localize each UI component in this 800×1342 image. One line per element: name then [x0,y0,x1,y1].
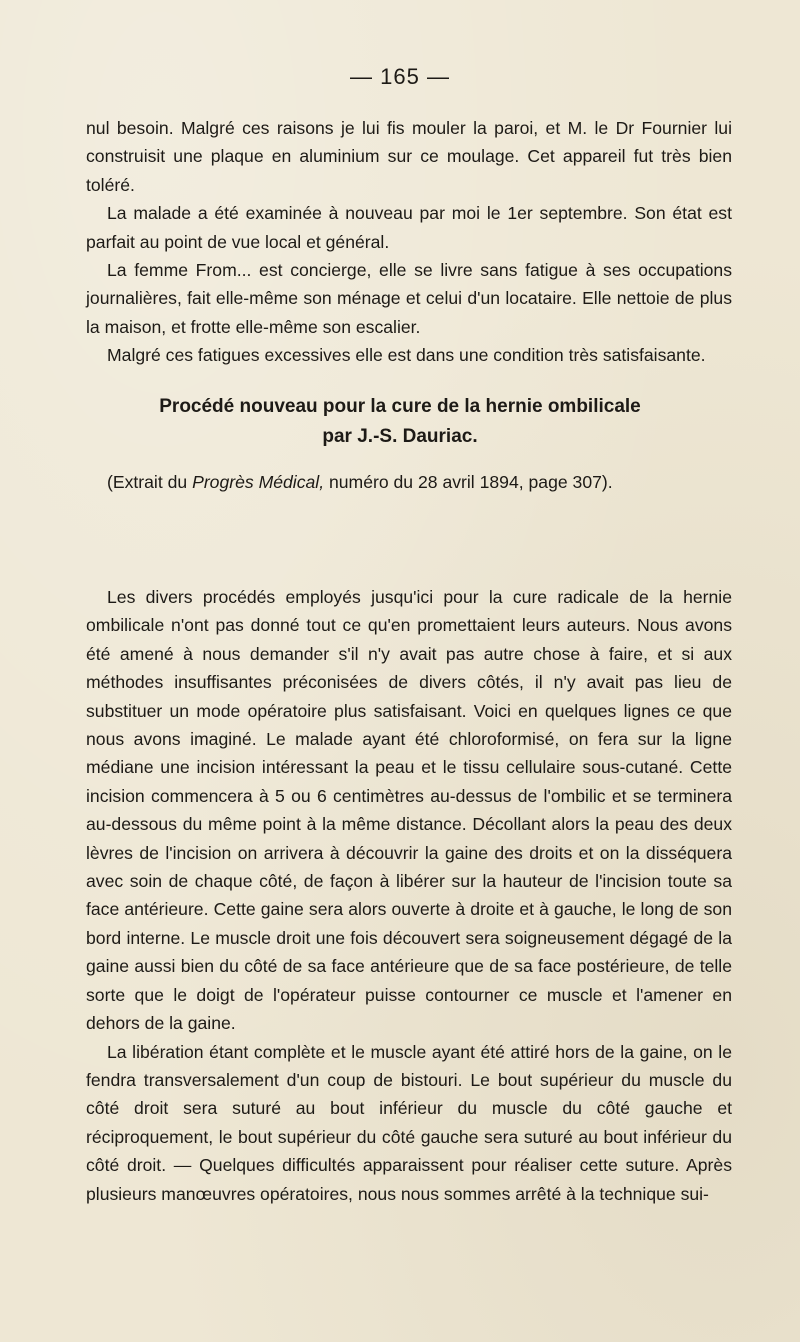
article-body [86,583,732,1208]
article-source [107,468,727,496]
article-author: par J.-S. Dauriac. [322,426,478,447]
source-journal: Progrès Médical, [192,472,325,492]
source-prefix: (Extrait du [107,472,193,492]
paragraph: Les divers procédés employés jusqu'ici pour la cure radicale de la hernie ombilicale n'ont pas donné tout ce qu'en promettaient leurs auteurs. Nous avons été amené à nous demander s'il n'y avait pas autre chose à faire, et si aux méthodes insuffisantes préconisées de divers côtés, il n'y avait pas lieu de substituer un mode opératoire plus satisfaisant. Voici en quelques lignes ce que nous avons imaginé. Le malade ayant été chloroformisé, on fera sur la ligne médiane une incision intéressant la peau et le tissu cellulaire sous-cutané. Cette incision commencera à 5 ou 6 centimètres au-dessus de l'ombilic et se terminera au-dessous du même point à la même distance. Décollant alors la peau des deux lèvres de l'incision on arrivera à découvrir la gaine des droits et on la disséquera avec soin de chaque côté, de façon à libérer sur la hauteur de l'incision toute sa face antérieure. Cette gaine sera alors ouverte à droite et à gauche, le long de son bord interne. Le muscle droit une fois découvert sera soigneusement dégagé de la gaine aussi bien du côté de sa face antérieure que de sa face postérieure, de telle sorte que le doigt de l'opérateur puisse contourner ce muscle et l'amener en dehors de la gaine. [86,587,732,1034]
paragraph: nul besoin. Malgré ces raisons je lui fis mouler la paroi, et M. le Dr Fournier lui construisit une plaque en aluminium sur ce moulage. Cet appareil fut très bien toléré. [86,118,732,195]
paragraph: La libération étant complète et le muscle ayant été attiré hors de la gaine, on le fendra transversalement d'un coup de bistouri. Le bout supérieur du muscle du côté droit sera suturé au bout inférieur du muscle du côté gauche et réciproquement, le bout supérieur du côté gauche sera suturé au bout inférieur du côté droit. — Quelques difficultés apparaissent pour réaliser cette suture. Après plusieurs manœuvres opératoires, nous nous sommes arrêté à la technique sui- [86,1041,732,1204]
paragraph: Malgré ces fatigues excessives elle est dans une condition très satisfaisante. [107,345,706,366]
paragraph: La malade a été examinée à nouveau par moi le 1er septembre. Son état est parfait au point de vue local et général. [86,203,732,252]
intro-text [86,114,732,370]
page-number: — 165 — [350,64,450,89]
source-suffix: numéro du 28 avril 1894, page 307). [324,472,613,492]
paragraph: La femme From... est concierge, elle se livre sans fatigue à ses occupations journalières, fait elle-même son ménage et celui d'un locataire. Elle nettoie de plus la maison, et frotte elle-même son escalier. [86,260,732,337]
article-title: Procédé nouveau pour la cure de la hernie ombilicale [159,396,641,417]
